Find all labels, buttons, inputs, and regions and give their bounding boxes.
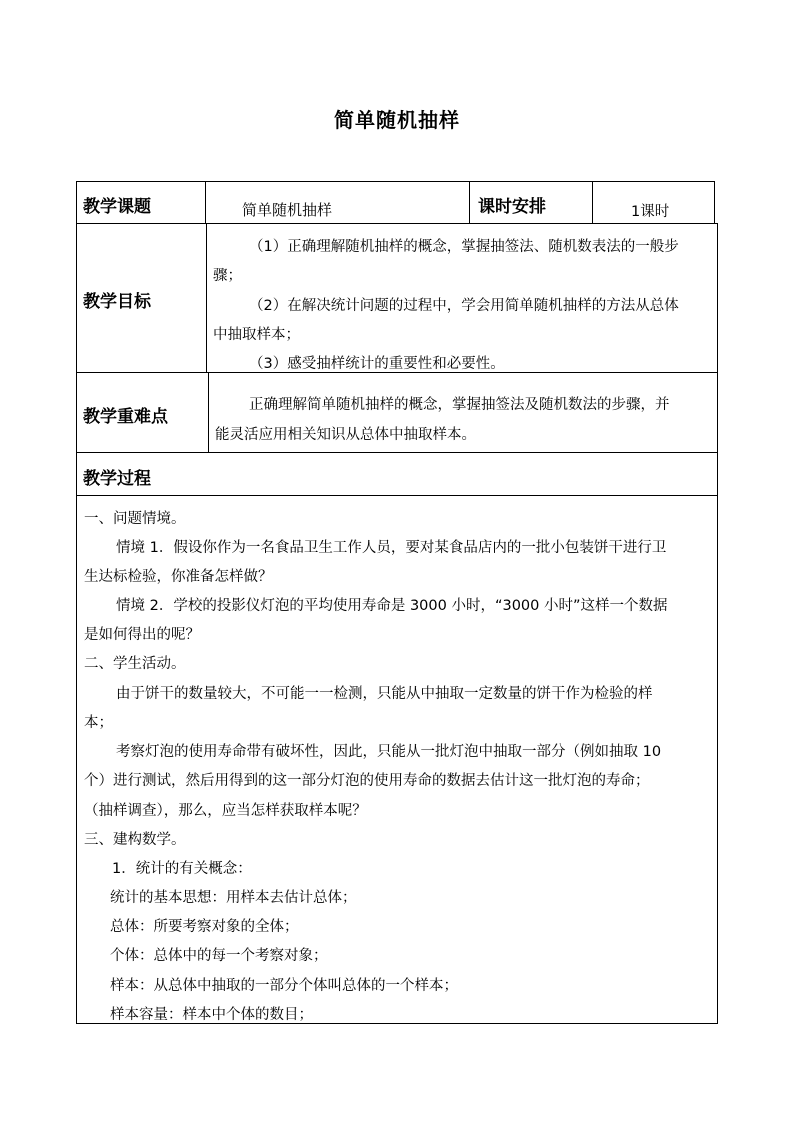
objective-line: 中抽取样本； (213, 327, 300, 343)
key-point-line: 能灵活应用相关知识从总体中抽取样本。 (215, 427, 476, 443)
key-points-label: 教学重难点 (83, 407, 168, 427)
schedule-value: 1课时 (631, 204, 670, 220)
process-line: 个）进行测试，然后用得到的这一部分灯泡的使用寿命的数据去估计这一批灯泡的寿命； (84, 773, 650, 789)
process-line: 本； (84, 715, 113, 731)
objectives-label-cell (76, 223, 207, 373)
schedule-value-cell (592, 181, 715, 224)
process-line: 二、学生活动。 (84, 656, 186, 672)
key-points-content-cell (208, 372, 718, 453)
process-line: 1．统计的有关概念： (112, 861, 252, 877)
process-label: 教学过程 (83, 469, 151, 489)
process-line: 样本容量：样本中个体的数目； (110, 1007, 313, 1023)
process-line: 统计的基本思想：用样本去估计总体； (110, 890, 357, 906)
topic-value-cell (205, 181, 470, 224)
objectives-label: 教学目标 (83, 292, 151, 312)
objective-line: （1）正确理解随机抽样的概念，掌握抽签法、随机数表法的一般步 (249, 239, 679, 255)
process-line: 样本：从总体中抽取的一部分个体叫总体的一个样本； (110, 978, 458, 994)
process-line: 情境 2．学校的投影仪灯泡的平均使用寿命是 3000 小时，“3000 小时”这样一个数据 (116, 598, 668, 614)
process-line: 情境 1．假设你作为一名食品卫生工作人员，要对某食品店内的一批小包装饼干进行卫 (116, 540, 667, 556)
objective-line: 骤； (213, 268, 242, 284)
process-line: 是如何得出的呢？ (84, 627, 200, 643)
objective-line: （3）感受抽样统计的重要性和必要性。 (249, 356, 505, 372)
objectives-content-cell (206, 223, 718, 373)
process-line: 三、建构数学。 (84, 832, 186, 848)
process-line: 由于饼干的数量较大，不可能一一检测，只能从中抽取一定数量的饼干作为检验的样 (116, 686, 653, 702)
schedule-label-cell (469, 181, 593, 224)
process-line: 个体：总体中的每一个考察对象； (110, 948, 328, 964)
process-line: （抽样调查），那么，应当怎样获取样本呢？ (84, 803, 367, 819)
key-points-label-cell (76, 372, 209, 453)
topic-value: 简单随机抽样 (242, 201, 333, 219)
process-header-cell (76, 452, 718, 496)
process-line: 总体：所要考察对象的全体； (110, 919, 299, 935)
process-line: 考察灯泡的使用寿命带有破坏性，因此，只能从一批灯泡中抽取一部分（例如抽取 10 (116, 744, 662, 760)
topic-label: 教学课题 (83, 197, 151, 217)
key-point-line: 正确理解简单随机抽样的概念，掌握抽签法及随机数法的步骤，并 (249, 397, 670, 413)
topic-label-cell (76, 181, 206, 224)
document-title: 简单随机抽样 (334, 108, 460, 132)
objective-line: （2）在解决统计问题的过程中，学会用简单随机抽样的方法从总体 (249, 298, 679, 314)
process-line: 生达标检验，你准备怎样做？ (84, 569, 273, 585)
process-line: 一、问题情境。 (84, 511, 186, 527)
schedule-label: 课时安排 (478, 197, 546, 217)
